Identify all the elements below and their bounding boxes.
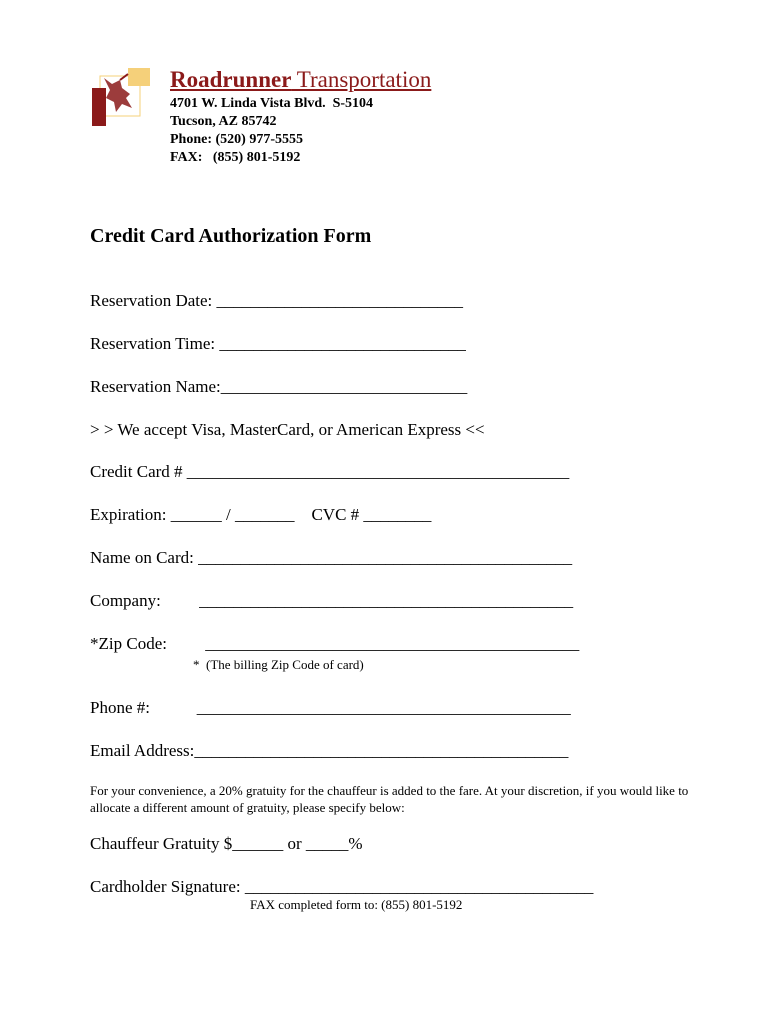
company-field[interactable]: Company: ____________________________________________: [90, 591, 574, 610]
company-name-rest: Transportation: [291, 67, 432, 92]
email-field[interactable]: Email Address:____________________________________________: [90, 741, 569, 760]
cardholder-signature-field[interactable]: Cardholder Signature: _________________________________________: [90, 877, 594, 896]
name-on-card-field[interactable]: Name on Card: ____________________________________________: [90, 548, 573, 567]
form-title: Credit Card Authorization Form: [90, 225, 372, 247]
phone-line: Phone: (520) 977-5555: [170, 132, 303, 147]
fax-line: FAX: (855) 801-5192: [170, 150, 301, 165]
accepted-cards-note: > > We accept Visa, MasterCard, or American Express <<: [90, 420, 485, 439]
gratuity-paragraph: For your convenience, a 20% gratuity for the chauffeur is added to the fare. At your discretion, if you would like to allocate a different amount of gratuity, please specify below:: [90, 783, 689, 815]
company-name-bold: Roadrunner: [170, 67, 292, 92]
reservation-time-field[interactable]: Reservation Time: _____________________________: [90, 334, 466, 353]
reservation-date-field[interactable]: Reservation Date: _____________________________: [90, 291, 464, 310]
company-logo: [92, 68, 150, 126]
chauffeur-gratuity-field[interactable]: Chauffeur Gratuity $______ or _____%: [90, 834, 363, 853]
credit-card-field[interactable]: Credit Card # _____________________________________________: [90, 462, 570, 481]
company-name: [170, 66, 431, 94]
address-line1: 4701 W. Linda Vista Blvd. S-5104: [170, 96, 374, 111]
reservation-name-field[interactable]: Reservation Name:_____________________________: [90, 377, 468, 396]
address-line2: Tucson, AZ 85742: [170, 114, 277, 129]
zip-code-note: * (The billing Zip Code of card): [193, 657, 364, 672]
fax-instruction: FAX completed form to: (855) 801-5192: [250, 897, 463, 912]
expiration-cvc-field[interactable]: Expiration: ______ / _______ CVC # ________: [90, 505, 432, 524]
phone-field[interactable]: Phone #: ____________________________________________: [90, 698, 571, 717]
zip-code-field[interactable]: *Zip Code: ____________________________________________: [90, 634, 580, 653]
